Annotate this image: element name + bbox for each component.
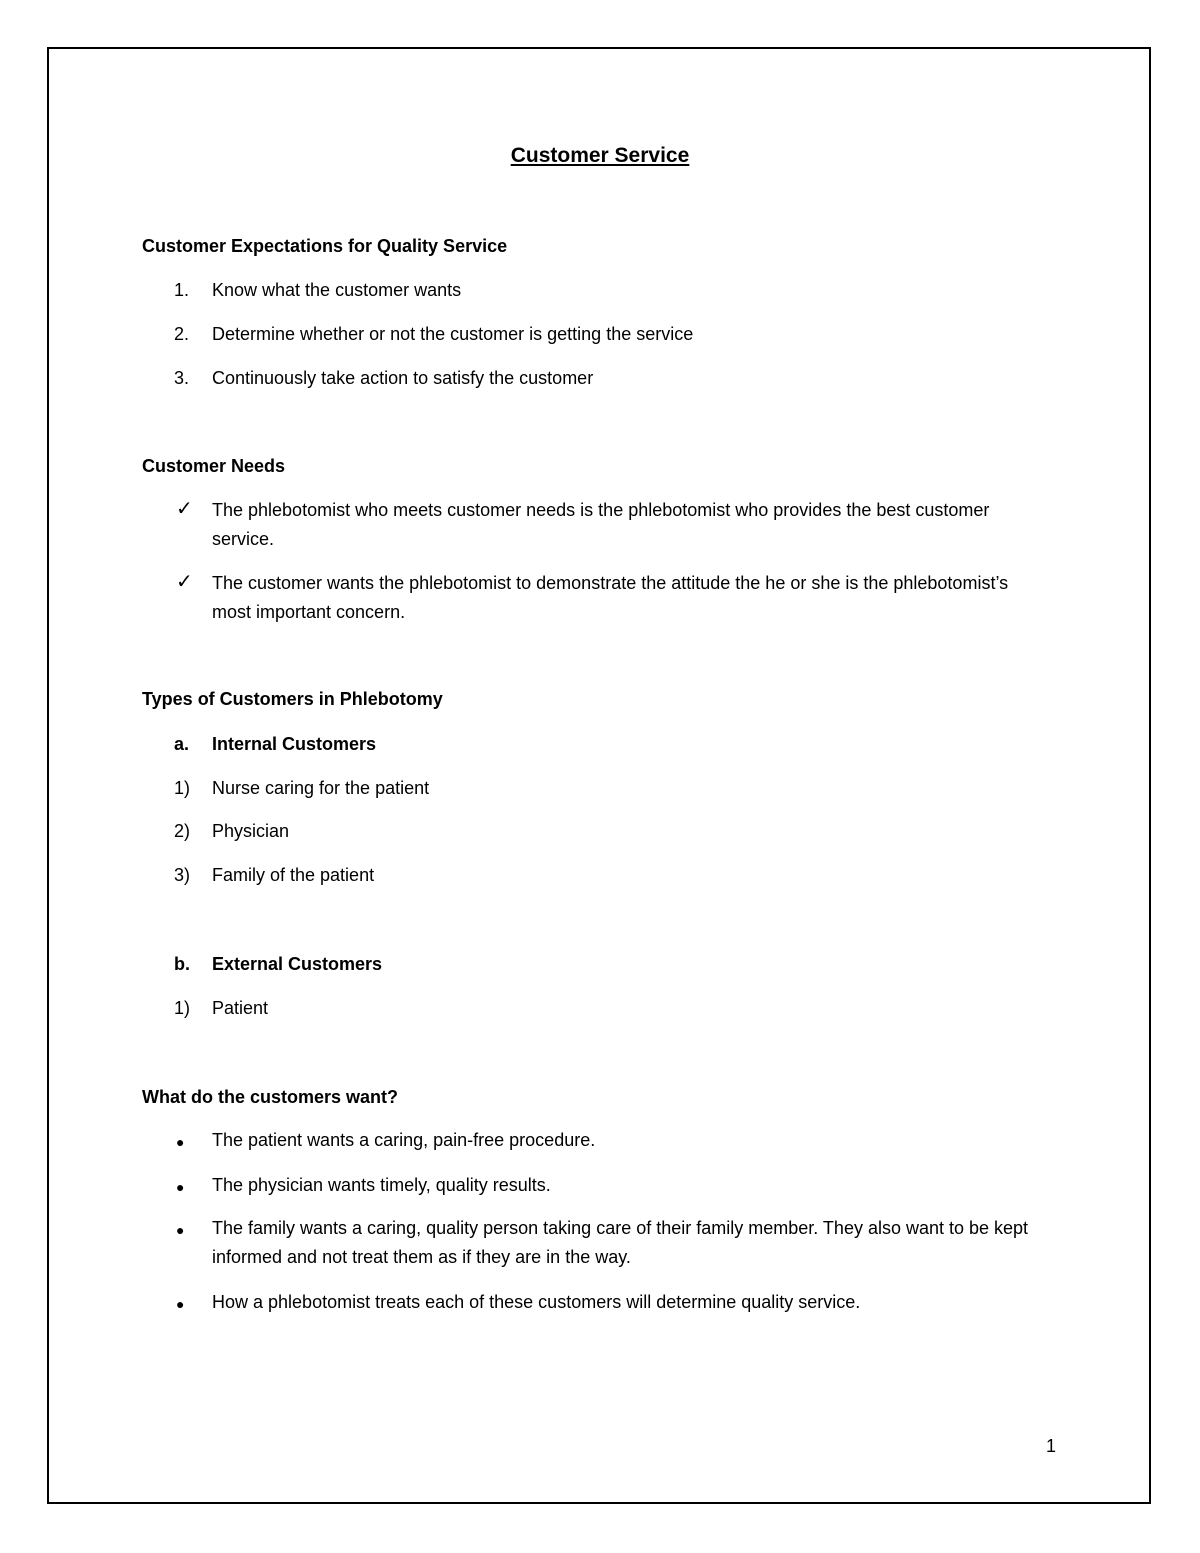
list-item: Nurse caring for the patient xyxy=(212,778,430,798)
heading-wants: What do the customers want? xyxy=(142,1087,399,1107)
list-item: Physician xyxy=(212,821,290,841)
list-item: The customer wants the phlebotomist to demonstrate the attitude the he or she is the phlebotomist’s most important concern. xyxy=(212,573,1009,622)
list-item: The family wants a caring, quality person taking care of their family member. They also want to be kept informed and not treat them as if they are in the way. xyxy=(212,1218,1029,1267)
list-marker: 3) xyxy=(174,865,191,885)
list-item: Know what the customer wants xyxy=(212,280,462,300)
subheading-external: External Customers xyxy=(212,954,383,974)
list-marker: 3. xyxy=(174,368,190,388)
bullet-icon: ● xyxy=(176,1134,185,1150)
list-marker: 1) xyxy=(174,778,191,798)
list-item: Continuously take action to satisfy the customer xyxy=(212,368,594,388)
list-marker: b. xyxy=(174,954,190,974)
bullet-icon: ● xyxy=(176,1179,185,1195)
subheading-internal: Internal Customers xyxy=(212,734,377,754)
checkmark-icon: ✓ xyxy=(176,571,193,593)
list-marker: 1) xyxy=(174,998,191,1018)
bullet-icon: ● xyxy=(176,1296,185,1312)
list-item: The physician wants timely, quality results. xyxy=(212,1175,551,1195)
list-item: Family of the patient xyxy=(212,865,375,885)
list-marker: 2. xyxy=(174,324,190,344)
heading-expectations: Customer Expectations for Quality Service xyxy=(142,236,508,256)
list-item: The phlebotomist who meets customer needs is the phlebotomist who provides the best customer service. xyxy=(212,500,990,549)
page-number: 1 xyxy=(1046,1436,1057,1456)
list-item: The patient wants a caring, pain-free procedure. xyxy=(212,1130,596,1150)
list-item: How a phlebotomist treats each of these customers will determine quality service. xyxy=(212,1292,861,1312)
document-title: Customer Service xyxy=(510,144,690,167)
list-marker: a. xyxy=(174,734,190,754)
list-marker: 2) xyxy=(174,821,191,841)
checkmark-icon: ✓ xyxy=(176,498,193,520)
heading-types: Types of Customers in Phlebotomy xyxy=(142,689,443,709)
bullet-icon: ● xyxy=(176,1222,185,1238)
list-item: Determine whether or not the customer is getting the service xyxy=(212,324,694,344)
heading-needs: Customer Needs xyxy=(142,456,286,476)
list-marker: 1. xyxy=(174,280,190,300)
list-item: Patient xyxy=(212,998,269,1018)
